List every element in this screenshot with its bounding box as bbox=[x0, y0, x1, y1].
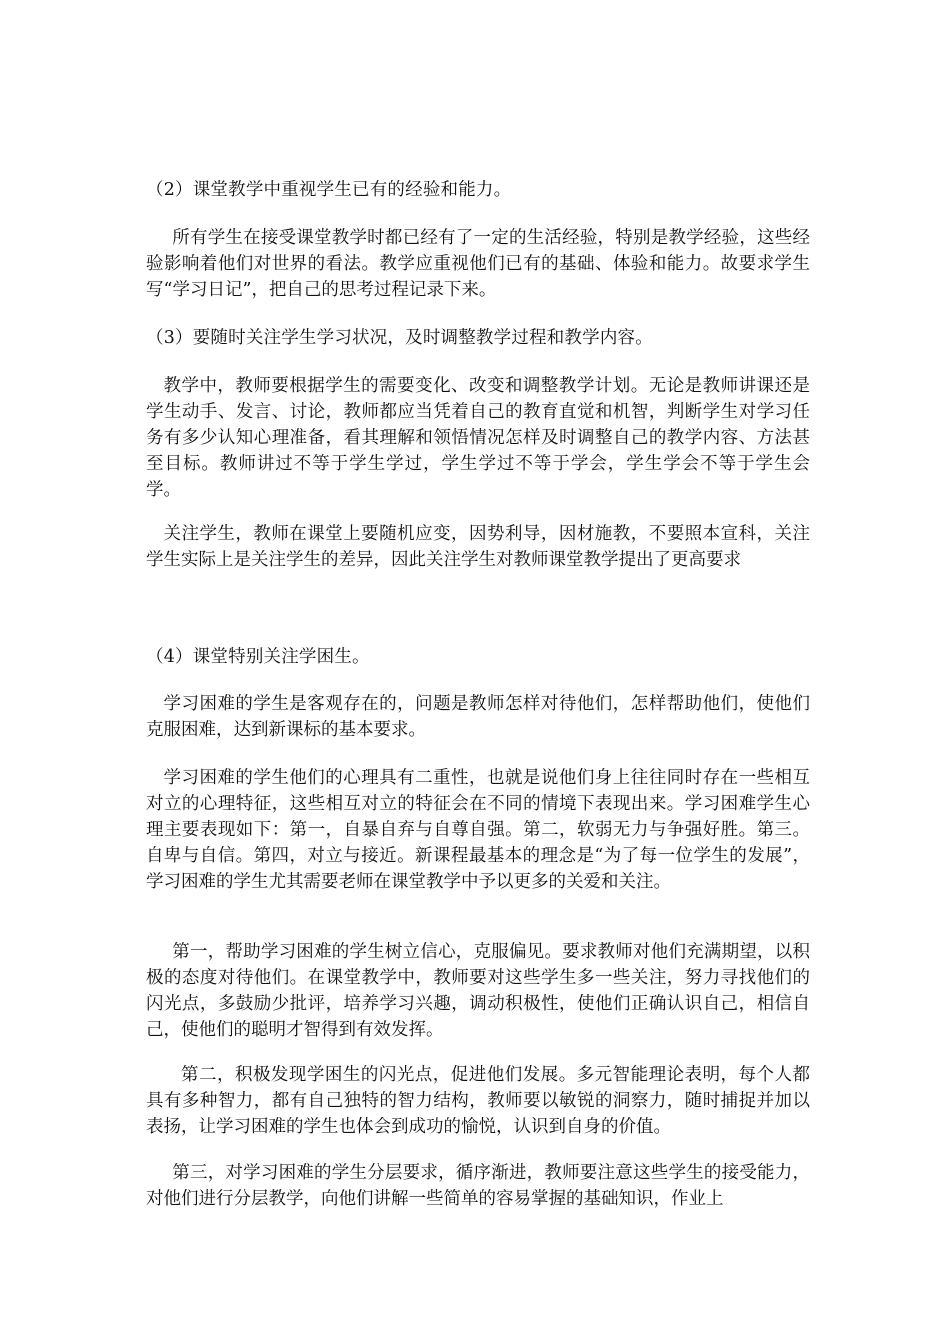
paragraph-adjust-teaching: 教学中，教师要根据学生的需要变化、改变和调整教学计划。无论是教师讲课还是学生动手、发言、讨论，教师都应当凭着自己的教育直觉和机智，判断学生对学习任务有多少认知心理准备，看其理解和领悟情况怎样及时调整自己的教学内容、方法甚至目标。教师讲过不等于学生学过，学生学过不等于学会，学生学会不等于学生会学。 bbox=[146, 376, 810, 500]
paragraph-third-layered: 第三，对学习困难的学生分层要求，循序渐进，教师要注意这些学生的接受能力，对他们进行分层教学，向他们讲解一些简单的容易掌握的基础知识，作业上 bbox=[146, 1163, 810, 1209]
paragraph-second-strengths: 第二，积极发现学困生的闪光点，促进他们发展。多元智能理论表明，每个人都具有多种智力，都有自己独特的智力结构，教师要以敏锐的洞察力，随时捕捉并加以表扬，让学习困难的学生也体会到成功的愉悦，认识到自身的价值。 bbox=[146, 1065, 810, 1137]
section-heading-3: （3）要随时关注学生学习状况，及时调整教学过程和教学内容。 bbox=[146, 328, 653, 348]
paragraph-dual-psychology: 学习困难的学生他们的心理具有二重性，也就是说他们身上往往同时存在一些相互对立的心理特征，这些相互对立的特征会在不同的情境下表现出来。学习困难学生心理主要表现如下：第一，自暴自弃与自尊自强。第二，软弱无力与争强好胜。第三。自卑与自信。第四，对立与接近。新课程最基本的理念是“为了每一位学生的发展”，学习困难的学生尤其需要老师在课堂教学中予以更多的关爱和关注。 bbox=[146, 768, 810, 892]
paragraph-first-confidence: 第一，帮助学习困难的学生树立信心，克服偏见。要求教师对他们充满期望，以积极的态度对待他们。在课堂教学中，教师要对这些学生多一些关注，努力寻找他们的闪光点，多鼓励少批评，培养学习兴趣，调动积极性，使他们正确认识自己，相信自己，使他们的聪明才智得到有效发挥。 bbox=[146, 942, 810, 1040]
section-heading-4: （4）课堂特别关注学困生。 bbox=[146, 647, 370, 667]
paragraph-prior-experience: 所有学生在接受课堂教学时都已经有了一定的生活经验，特别是教学经验，这些经验影响着他们对世界的看法。教学应重视他们已有的基础、体验和能力。故要求学生写“学习日记”，把自己的思考过程记录下来。 bbox=[146, 228, 810, 300]
paragraph-struggling-students: 学习困难的学生是客观存在的，问题是教师怎样对待他们，怎样帮助他们，使他们克服困难，达到新课标的基本要求。 bbox=[146, 694, 810, 740]
section-heading-2: （2）课堂教学中重视学生已有的经验和能力。 bbox=[146, 180, 512, 200]
paragraph-attend-students: 关注学生，教师在课堂上要随机应变，因势利导，因材施教，不要照本宣科，关注学生实际上是关注学生的差异，因此关注学生对教师课堂教学提出了更高要求 bbox=[146, 524, 810, 570]
